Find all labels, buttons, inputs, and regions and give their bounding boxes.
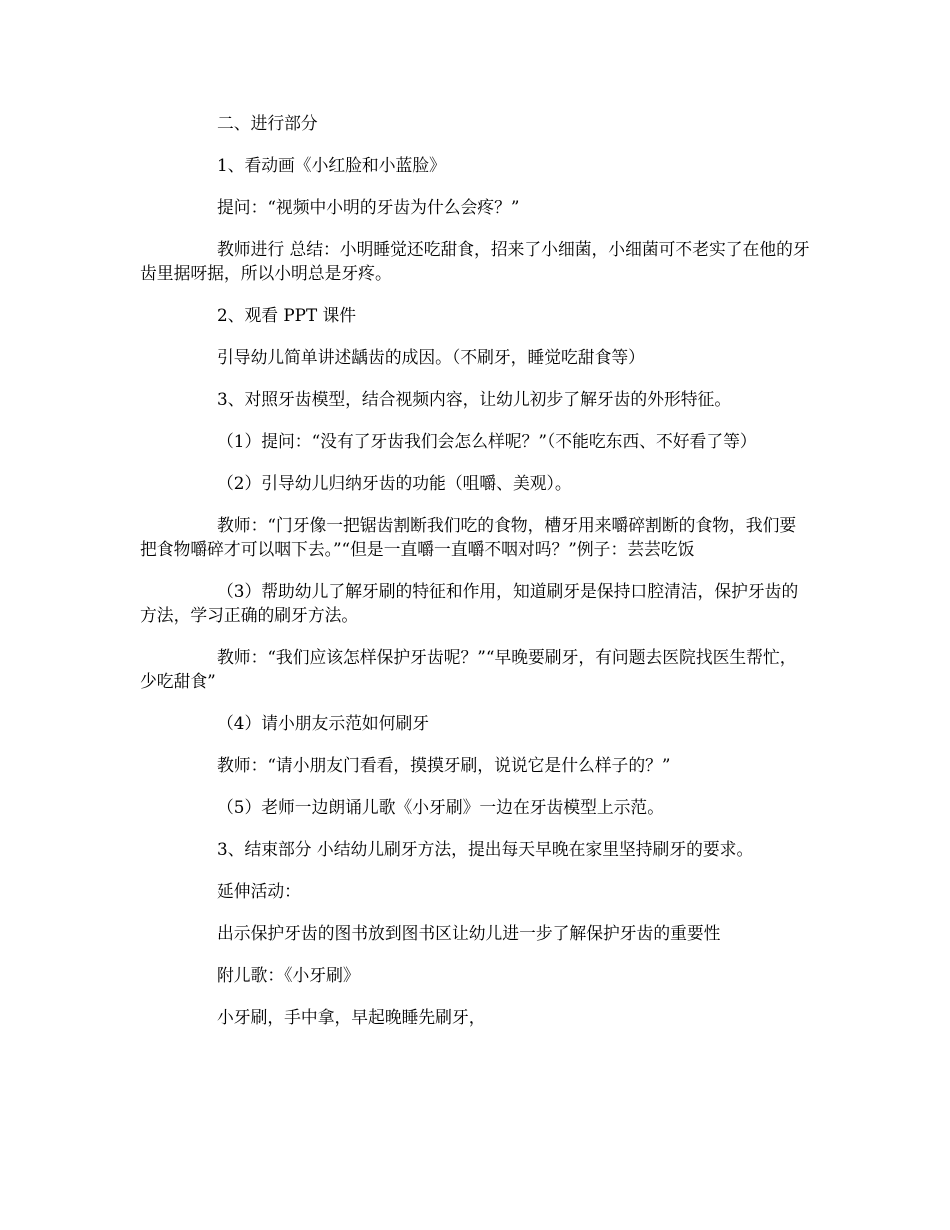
paragraph: 教师：“门牙像一把锯齿割断我们吃的食物，槽牙用来嚼碎割断的食物，我们要把食物嚼碎才可以咽下去。”“但是一直嚼一直嚼不咽对吗？”例子：芸芸吃饭 [140,515,797,559]
section-heading: 二、进行部分 [217,113,318,133]
paragraph: （4）请小朋友示范如何刷牙 [217,713,430,733]
paragraph: 3、结束部分 小结幼儿刷牙方法，提出每天早晚在家里坚持刷牙的要求。 [217,839,754,859]
paragraph: 1、看动画《小红脸和小蓝脸》 [217,155,446,175]
paragraph: （2）引导幼儿归纳牙齿的功能（咀嚼、美观）。 [217,473,572,493]
paragraph: （5）老师一边朗诵儿歌《小牙刷》一边在牙齿模型上示范。 [217,797,664,817]
paragraph: 教师进行 总结：小明睡觉还吃甜食，招来了小细菌，小细菌可不老实了在他的牙齿里据呀据，所以小明总是牙疼。 [140,239,810,283]
paragraph: 教师：“我们应该怎样保护牙齿呢？”“早晚要刷牙，有问题去医院找医生帮忙，少吃甜食” [140,647,797,691]
document-body [140,111,812,1047]
paragraph: 出示保护牙齿的图书放到图书区让幼儿进一步了解保护牙齿的重要性 [217,923,721,943]
paragraph: 小牙刷，手中拿，早起晚睡先刷牙， [217,1007,486,1027]
paragraph: 3、对照牙齿模型，结合视频内容，让幼儿初步了解牙齿的外形特征。 [217,389,732,409]
paragraph: 教师：“请小朋友门看看，摸摸牙刷，说说它是什么样子的？” [217,755,671,775]
paragraph: 提问：“视频中小明的牙齿为什么会疼？” [217,197,520,217]
paragraph: （1）提问：“没有了牙齿我们会怎么样呢？”（不能吃东西、不好看了等） [217,431,757,451]
paragraph: 2、观看 PPT 课件 [217,305,357,325]
paragraph: 引导幼儿简单讲述龋齿的成因。（不刷牙，睡觉吃甜食等） [217,347,645,367]
paragraph: （3）帮助幼儿了解牙刷的特征和作用，知道刷牙是保持口腔清洁，保护牙齿的方法，学习正确的刷牙方法。 [140,581,799,625]
paragraph: 延伸活动： [217,881,301,901]
paragraph: 附儿歌：《小牙刷》 [217,965,360,985]
